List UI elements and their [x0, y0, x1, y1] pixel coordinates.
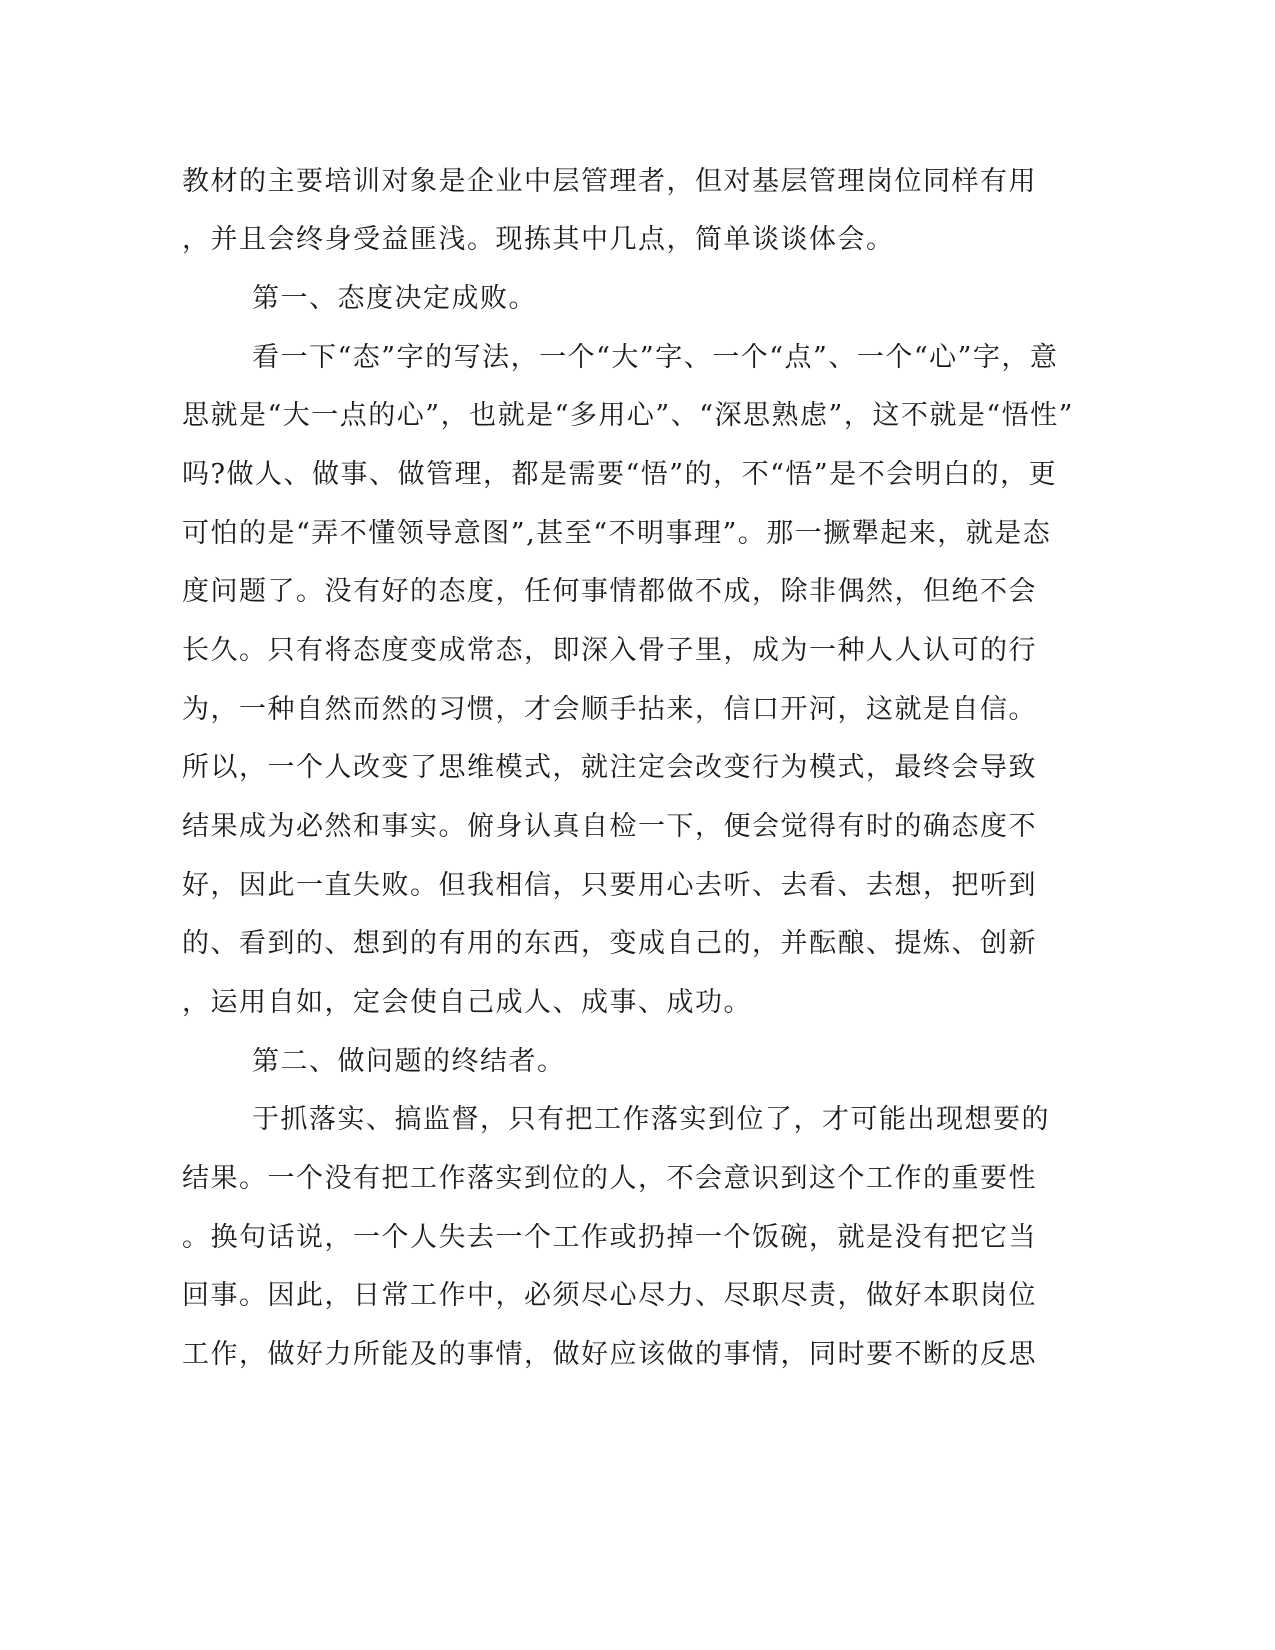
text-line: 。换句话说，一个人失去一个工作或扔掉一个饭碗，就是没有把它当 — [182, 1222, 1037, 1253]
text-line: 度问题了。没有好的态度，任何事情都做不成，除非偶然，但绝不会 — [182, 576, 1037, 607]
section-heading: 第二、做问题的终结者。 — [252, 1046, 566, 1077]
text-line: 的、看到的、想到的有用的东西，变成自己的，并酝酿、提炼、创新 — [182, 928, 1037, 959]
text-line: 教材的主要培训对象是企业中层管理者，但对基层管理岗位同样有用 — [182, 166, 1037, 197]
text-line: 为，一种自然而然的习惯，才会顺手拈来，信口开河，这就是自信。 — [182, 694, 1037, 725]
text-line: 结果。一个没有把工作落实到位的人，不会意识到这个工作的重要性 — [182, 1163, 1037, 1194]
text-line: 工作，做好力所能及的事情，做好应该做的事情，同时要不断的反思 — [182, 1339, 1037, 1370]
text-line: 可怕的是“弄不懂领导意图”,甚至“不明事理”。那一撅犟起来，就是态 — [182, 518, 1052, 549]
text-line: ，运用自如，定会使自己成人、成事、成功。 — [182, 987, 752, 1018]
text-line: 看一下“态”字的写法，一个“大”字、一个“点”、一个“心”字，意 — [252, 342, 1059, 373]
text-line: 回事。因此，日常工作中，必须尽心尽力、尽职尽责，做好本职岗位 — [182, 1280, 1037, 1311]
section-heading: 第一、态度决定成败。 — [252, 283, 537, 314]
text-line: 吗?做人、做事、做管理，都是需要“悟”的，不“悟”是不会明白的，更 — [182, 459, 1058, 490]
text-line: ，并且会终身受益匪浅。现拣其中几点，简单谈谈体会。 — [182, 224, 895, 255]
text-line: 思就是“大一点的心”，也就是“多用心”、“深思熟虑”，这不就是“悟性” — [182, 400, 1074, 431]
text-line: 好，因此一直失败。但我相信，只要用心去听、去看、去想，把听到 — [182, 870, 1037, 901]
text-line: 长久。只有将态度变成常态，即深入骨子里，成为一种人人认可的行 — [182, 635, 1037, 666]
text-line: 所以，一个人改变了思维模式，就注定会改变行为模式，最终会导致 — [182, 752, 1037, 783]
text-line: 于抓落实、搞监督，只有把工作落实到位了，才可能出现想要的 — [252, 1104, 1050, 1135]
text-line: 结果成为必然和事实。俯身认真自检一下，便会觉得有时的确态度不 — [182, 811, 1037, 842]
